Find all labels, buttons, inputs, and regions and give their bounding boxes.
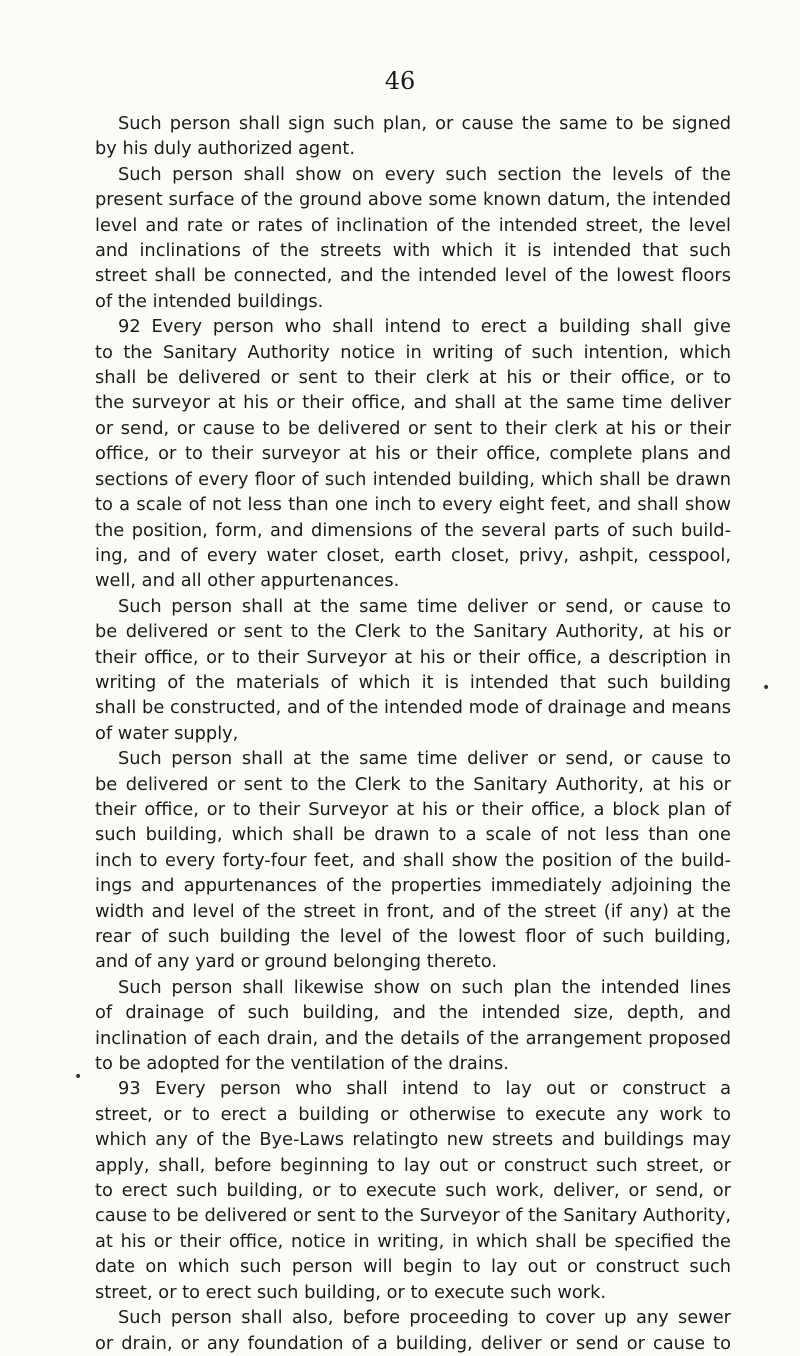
text-line: Such person shall also, before proceeding to cover up any sewer: [118, 1307, 731, 1329]
text-line: the position, form, and dimensions of the several parts of such build-: [95, 519, 731, 541]
text-line: inclination of each drain, and the details of the arrangement proposed: [95, 1027, 731, 1049]
text-line: which any of the Bye-Laws relatingto new streets and buildings may: [95, 1129, 731, 1151]
text-line: and inclinations of the streets with which it is intended that such: [95, 240, 731, 262]
text-line: apply, shall, before beginning to lay out or construct such street, or: [95, 1154, 731, 1176]
text-line: date on which such person will begin to lay out or construct such: [95, 1256, 731, 1278]
text-line: writing of the materials of which it is intended that such building: [95, 671, 731, 693]
text-line: of drainage of such building, and the intended size, depth, and: [95, 1002, 731, 1024]
text-line: street, or to erect such building, or to execute such work.: [95, 1281, 607, 1303]
text-line: or drain, or any foundation of a building, deliver or send or cause to: [95, 1332, 731, 1354]
text-line: width and level of the street in front, and of the street (if any) at the: [95, 900, 731, 922]
text-line: Such person shall at the same time deliver or send, or cause to: [118, 595, 731, 617]
text-line: their office, or to their Surveyor at his or their office, a description in: [95, 646, 731, 668]
text-line: to be adopted for the ventilation of the drains.: [95, 1053, 509, 1075]
text-line: and of any yard or ground belonging thereto.: [95, 951, 497, 973]
text-line: ing, and of every water closet, earth closet, privy, ashpit, cesspool,: [95, 544, 731, 566]
text-line: be delivered or sent to the Clerk to the Sanitary Authority, at his or: [95, 773, 731, 795]
text-line: level and rate or rates of inclination of the intended street, the level: [95, 214, 731, 236]
text-line: 93 Every person who shall intend to lay out or construct a: [118, 1078, 731, 1100]
text-line: such building, which shall be drawn to a scale of not less than one: [95, 824, 731, 846]
text-line: cause to be delivered or sent to the Surveyor of the Sanitary Authority,: [95, 1205, 731, 1227]
text-line: to a scale of not less than one inch to every eight feet, and shall show: [95, 494, 731, 516]
text-line: Such person shall likewise show on such plan the intended lines: [118, 976, 731, 998]
text-line: to erect such building, or to execute such work, deliver, or send, or: [95, 1180, 731, 1202]
text-line: office, or to their surveyor at his or their office, complete plans and: [95, 443, 731, 465]
text-line: Such person shall show on every such section the levels of the: [118, 163, 731, 185]
text-line: well, and all other appurtenances.: [95, 570, 400, 592]
page-number: 46: [384, 67, 416, 95]
text-line: rear of such building the level of the lowest floor of such building,: [95, 926, 731, 947]
text-line: at his or their office, notice in writing, in which shall be specified the: [95, 1230, 731, 1252]
text-line: Such person shall sign such plan, or cause the same to be signed: [118, 113, 731, 134]
text-line: 92 Every person who shall intend to erect a building shall give: [118, 316, 731, 338]
body-text: [95, 111, 731, 1356]
margin-mark-right: •: [762, 680, 771, 696]
text-line: shall be delivered or sent to their clerk at his or their office, or to: [95, 367, 731, 389]
text-line: present surface of the ground above some known datum, the intended: [95, 189, 731, 211]
text-line: shall be constructed, and of the intended mode of drainage and means: [95, 697, 731, 719]
text-line: by his duly authorized agent.: [95, 138, 356, 160]
text-line: sections of every floor of such intended building, which shall be drawn: [95, 468, 731, 490]
text-line: or send, or cause to be delivered or sent to their clerk at his or their: [95, 417, 731, 439]
text-line: street shall be connected, and the intended level of the lowest floors: [95, 265, 731, 287]
text-line: to the Sanitary Authority notice in writing of such intention, which: [95, 341, 731, 363]
text-line: ings and appurtenances of the properties immediately adjoining the: [95, 875, 731, 897]
text-line: of water supply,: [95, 722, 239, 744]
text-line: of the intended buildings.: [95, 290, 324, 312]
text-line: their office, or to their Surveyor at his or their office, a block plan of: [95, 798, 731, 820]
text-line: Such person shall at the same time deliver or send, or cause to: [118, 748, 731, 770]
text-line: be delivered or sent to the Clerk to the Sanitary Authority, at his or: [95, 621, 731, 643]
margin-mark-left: •: [74, 1069, 83, 1085]
text-line: the surveyor at his or their office, and shall at the same time deliver: [95, 392, 731, 414]
text-line: inch to every forty-four feet, and shall show the position of the build-: [95, 849, 731, 871]
text-line: street, or to erect a building or otherwise to execute any work to: [95, 1103, 731, 1125]
